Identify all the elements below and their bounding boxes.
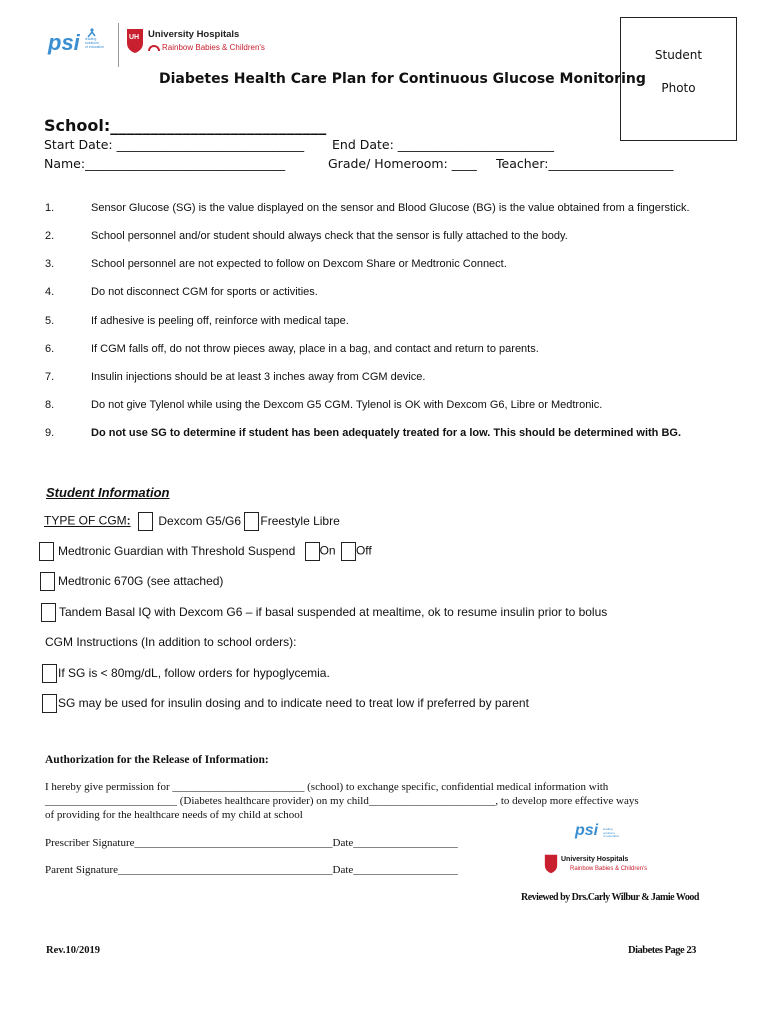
- psi-tagline: leading solutions of education: [85, 37, 105, 49]
- person-icon: [85, 28, 97, 38]
- authorization-line-3: of providing for the healthcare needs of my child at school: [45, 809, 303, 821]
- student-photo-box: [620, 17, 737, 141]
- medtronic-guardian-checkbox[interactable]: [39, 542, 54, 561]
- authorization-line-2: ________________________ (Diabetes healthcare provider) on my child_______________________, to develop more effective ways: [45, 795, 639, 807]
- authorization-heading: Authorization for the Release of Information:: [45, 754, 269, 766]
- medtronic-guardian-row: [39, 542, 372, 561]
- sg-low-row: [42, 664, 330, 683]
- provider-blank[interactable]: ________________________: [45, 795, 177, 807]
- prescriber-signature-field[interactable]: Prescriber Signature____________________________________Date___________________: [45, 837, 458, 849]
- uh-logo-small: University Hospitals Rainbow Babies & Children's: [544, 852, 664, 878]
- logo-divider: [118, 23, 119, 67]
- sg-low-checkbox[interactable]: [42, 664, 57, 683]
- authorization-line-1: I hereby give permission for ________________________ (school) to exchange specific, confidential medical information with: [45, 781, 609, 793]
- medtronic-670g-label: Medtronic 670G (see attached): [58, 573, 224, 588]
- rainbow-icon: [148, 44, 160, 51]
- on-label: On: [319, 543, 336, 558]
- psi-logo: [48, 28, 106, 62]
- off-checkbox[interactable]: [341, 542, 356, 561]
- school-field[interactable]: School:___________________________: [44, 116, 327, 135]
- sg-low-label: If SG is < 80mg/dL, follow orders for hypoglycemia.: [58, 665, 330, 680]
- uh-shield-icon: [544, 854, 558, 874]
- grade-field[interactable]: Grade/ Homeroom: ____: [328, 156, 477, 171]
- cgm-type-label: TYPE OF CGM: [44, 513, 127, 528]
- cgm-instructions-label: CGM Instructions (In addition to school orders):: [45, 635, 297, 649]
- uh-shield-icon: [126, 28, 144, 54]
- end-date-field[interactable]: End Date: _________________________: [332, 137, 555, 152]
- photo-label-student: Student: [654, 48, 703, 62]
- medtronic-670g-checkbox[interactable]: [40, 572, 55, 591]
- tandem-label: Tandem Basal IQ with Dexcom G6 – if basal suspended at mealtime, ok to resume insulin prior to bolus: [59, 604, 608, 619]
- medtronic-670g-row: [40, 572, 223, 591]
- sg-dosing-checkbox[interactable]: [42, 694, 57, 713]
- photo-label-photo: Photo: [661, 81, 696, 95]
- tandem-row: [41, 603, 607, 622]
- student-info-heading: Student Information: [46, 485, 170, 500]
- uh-name: University Hospitals: [148, 29, 240, 40]
- reviewed-by: Reviewed by Drs.Carly Wilbur & Jamie Wood: [521, 892, 699, 903]
- psi-logo-small: psi leading solutions of education: [575, 822, 620, 839]
- teacher-field[interactable]: Teacher:____________________: [496, 156, 674, 171]
- tandem-checkbox[interactable]: [41, 603, 56, 622]
- cgm-type-colon: :: [126, 513, 131, 528]
- page-number: Diabetes Page 23: [628, 945, 696, 956]
- sg-dosing-row: [42, 694, 529, 713]
- page-title: Diabetes Health Care Plan for Continuous Glucose Monitoring: [159, 71, 646, 87]
- psi-logo-text: psi: [48, 30, 80, 55]
- revision-date: Rev.10/2019: [46, 945, 100, 956]
- uh-subtitle: Rainbow Babies & Children's: [162, 43, 265, 52]
- uh-logo: [124, 26, 294, 62]
- off-label: Off: [355, 543, 372, 558]
- uh-mark: UH: [129, 34, 140, 41]
- sg-dosing-label: SG may be used for insulin dosing and to indicate need to treat low if preferred by parent: [58, 695, 529, 710]
- start-date-field[interactable]: Start Date: ______________________________: [44, 137, 305, 152]
- parent-signature-field[interactable]: Parent Signature_______________________________________Date___________________: [45, 864, 458, 876]
- medtronic-guardian-label: Medtronic Guardian with Threshold Suspend: [58, 543, 296, 558]
- on-checkbox[interactable]: [305, 542, 320, 561]
- libre-label: Freestyle Libre: [260, 513, 340, 528]
- cgm-type-row: [44, 512, 340, 531]
- name-field[interactable]: Name:________________________________: [44, 156, 286, 171]
- child-blank[interactable]: _______________________: [368, 795, 496, 807]
- libre-checkbox[interactable]: [244, 512, 259, 531]
- dexcom-checkbox[interactable]: [138, 512, 153, 531]
- dexcom-label: Dexcom G5/G6: [158, 513, 242, 528]
